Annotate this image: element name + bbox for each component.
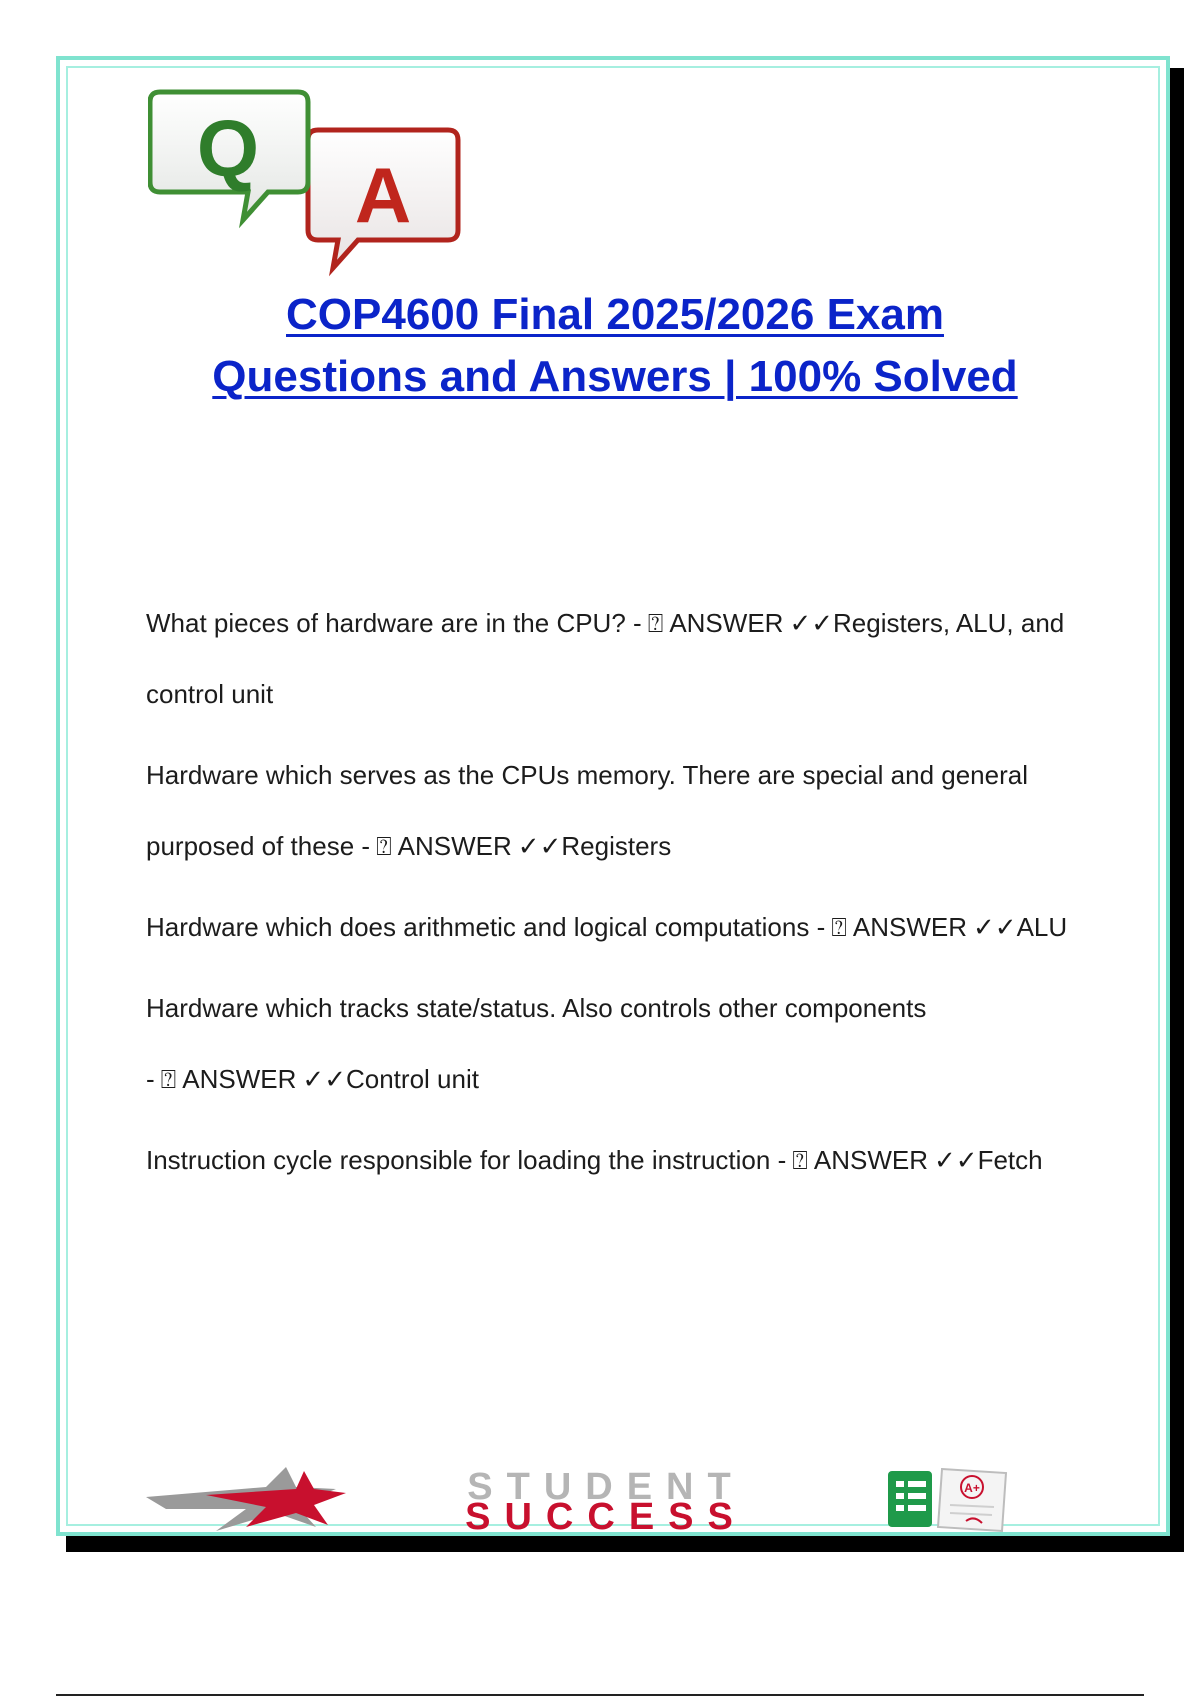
qa-item (146, 892, 1106, 963)
qa-item (146, 740, 1106, 882)
question-text: Hardware which tracks state/status. Also controls other components (146, 993, 927, 1023)
question-bubble-icon (150, 92, 308, 220)
answer-label: ANSWER (852, 912, 967, 942)
answer-text: Fetch (977, 1145, 1043, 1175)
answer-label: ANSWER (182, 1064, 297, 1094)
double-check-icon: ✓✓ (302, 1064, 346, 1094)
qa-list (146, 588, 1106, 1206)
brand-line-2: SUCCESS (465, 1496, 747, 1533)
grade-badge: A+ (964, 1481, 980, 1495)
answer-letter: A (354, 151, 412, 239)
spreadsheet-icon (888, 1471, 932, 1527)
answer-label: ANSWER (813, 1145, 928, 1175)
separator: - (633, 608, 642, 638)
double-check-icon: ✓✓ (933, 1145, 978, 1175)
document-title-line-2: Questions and Answers | 100% Solved (212, 352, 1018, 401)
unknown-glyph-icon: ⍰ (160, 1064, 177, 1094)
separator: - (361, 831, 371, 861)
document-title (120, 284, 1110, 408)
qa-item (146, 973, 1106, 1115)
document-title-line-1: COP4600 Final 2025/2026 Exam (286, 290, 944, 339)
brand-wordmark (465, 1466, 747, 1533)
student-success-logo (146, 1465, 1060, 1533)
separator: - (816, 912, 826, 942)
qa-logo (148, 88, 488, 288)
question-text: Hardware which serves as the CPUs memory. There are special and general purposed of these (146, 760, 1028, 861)
brand-line-1: STUDENT (467, 1466, 745, 1508)
separator: - (777, 1145, 787, 1175)
double-check-icon: ✓✓ (517, 831, 562, 861)
unknown-glyph-icon: ⍰ (831, 912, 847, 942)
answer-label: ANSWER (669, 608, 784, 638)
question-text: Hardware which does arithmetic and logical computations (146, 912, 810, 942)
question-letter: Q (196, 104, 260, 193)
double-check-icon: ✓✓ (972, 912, 1017, 942)
qa-item (146, 588, 1106, 730)
answer-text: Registers, ALU, and control unit (146, 608, 1065, 709)
separator: - (146, 1064, 155, 1094)
graded-paper-icon (938, 1469, 1006, 1531)
star-swoosh-icon (146, 1467, 346, 1531)
question-text: Instruction cycle responsible for loading the instruction (146, 1145, 771, 1175)
unknown-glyph-icon: ⍰ (376, 831, 392, 861)
answer-bubble-icon (308, 130, 458, 268)
bottom-rule (56, 1694, 1144, 1696)
unknown-glyph-icon: ⍰ (647, 608, 664, 638)
qa-item (146, 1125, 1106, 1196)
double-check-icon: ✓✓ (789, 608, 834, 638)
answer-text: Registers (561, 831, 672, 861)
answer-text: Control unit (345, 1064, 479, 1094)
question-text: What pieces of hardware are in the CPU? (146, 608, 626, 638)
answer-text: ALU (1016, 912, 1068, 942)
answer-label: ANSWER (397, 831, 512, 861)
unknown-glyph-icon: ⍰ (792, 1145, 808, 1175)
